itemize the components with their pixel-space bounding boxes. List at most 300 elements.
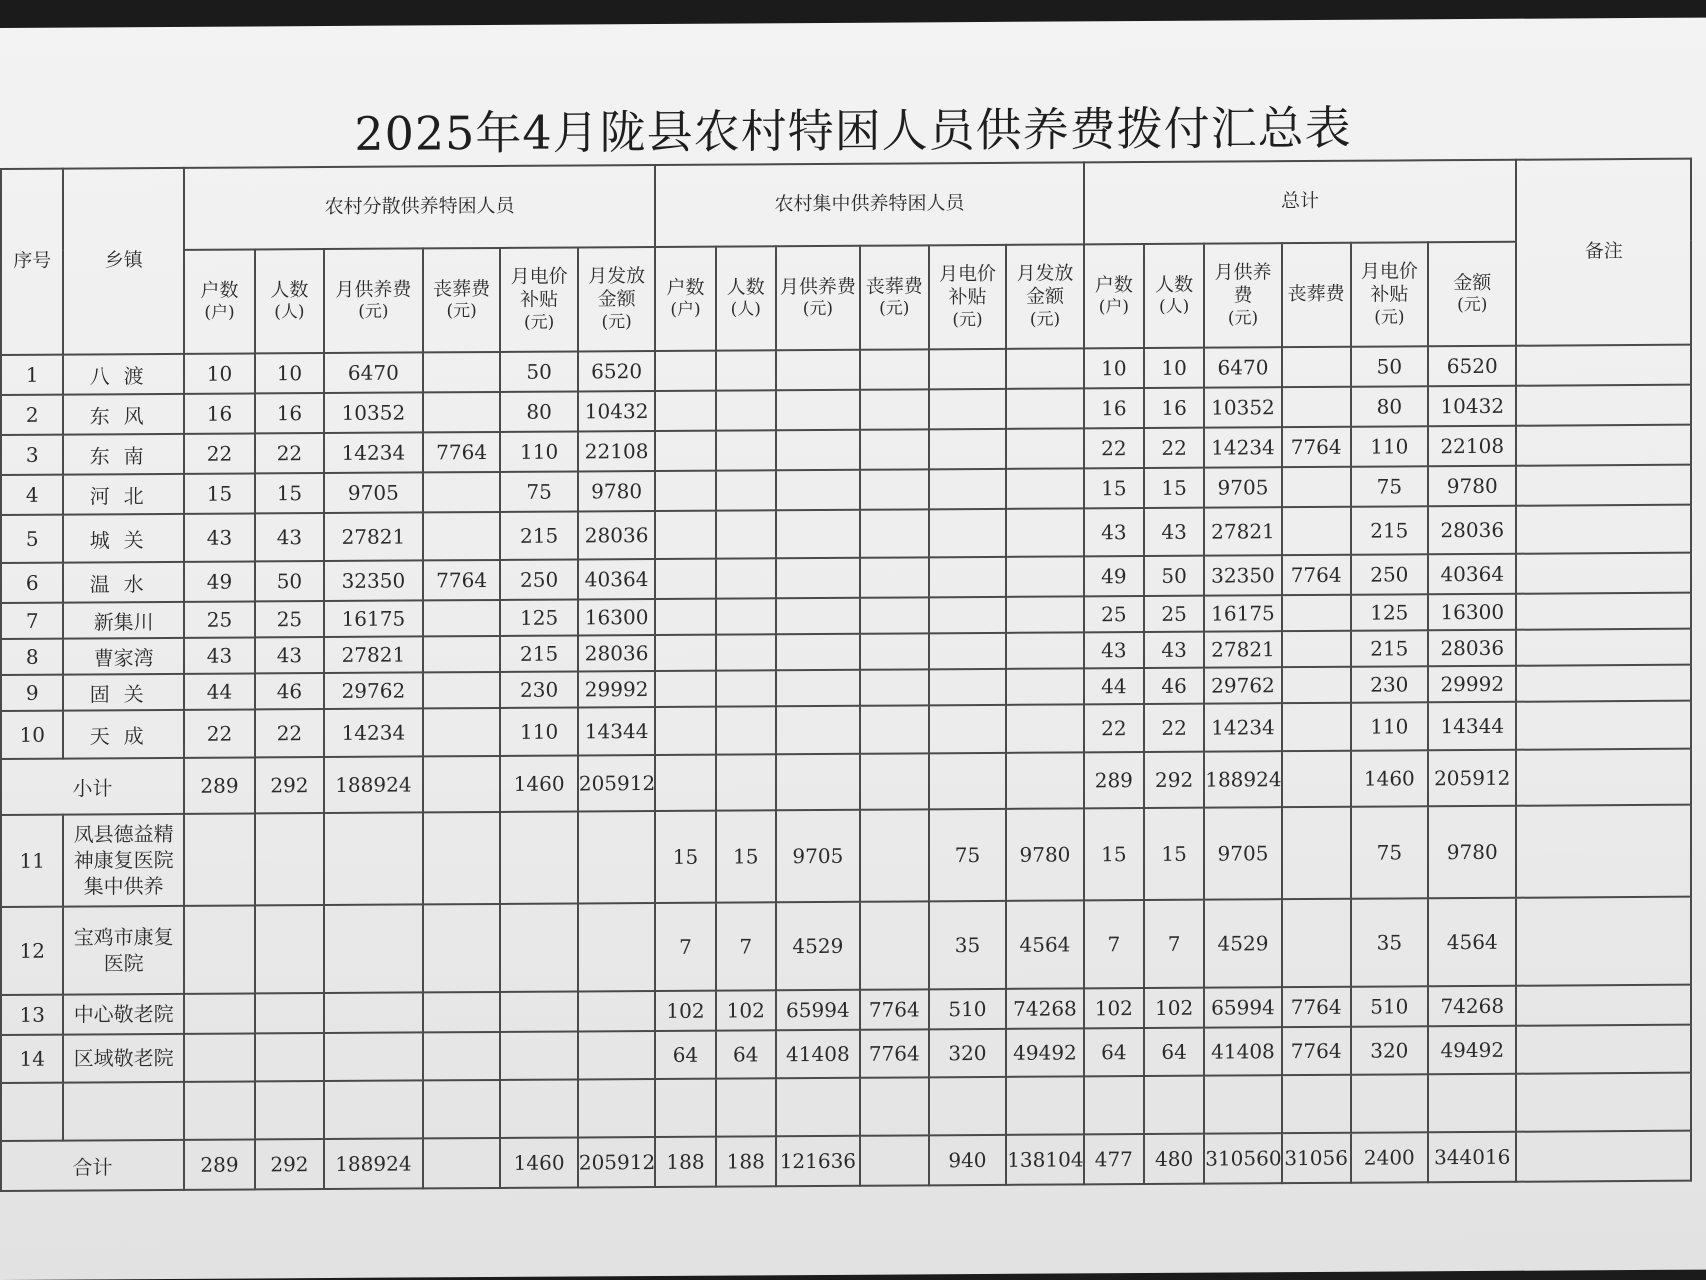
table-cell: 32350 [324,560,423,601]
table-cell [324,1032,423,1081]
table-cell: 10 [1084,348,1144,388]
table-cell [1006,596,1084,632]
table-cell: 28036 [578,511,656,559]
table-cell [776,430,860,471]
table-cell [423,708,500,756]
table-cell [423,672,500,708]
empty-cell [716,1078,776,1136]
table-cell [716,510,776,558]
empty-cell [1006,1076,1084,1134]
col-unit: (元) [879,298,910,319]
town-cell: 温水 [63,562,184,603]
remark-cell [1516,805,1691,898]
col-label: 月供养费 [779,275,856,298]
table-cell: 41408 [776,1030,860,1079]
table-cell: 110 [500,707,577,755]
table-cell: 46 [1144,668,1204,704]
empty-cell [63,1082,184,1141]
table-cell: 940 [929,1135,1006,1185]
table-cell [655,351,715,391]
remark-cell [1516,665,1691,702]
table-cell: 320 [929,1029,1006,1077]
col-unit: (元) [358,301,389,323]
table-cell [716,350,776,390]
table-cell: 49 [1084,556,1144,596]
table-cell [423,1032,500,1080]
table-cell: 9780 [1006,808,1084,900]
remark-cell [1516,701,1691,750]
empty-cell [860,1077,929,1135]
table-cell [860,389,929,429]
table-header [1,159,1691,355]
table-cell [860,597,929,633]
table-cell: 310560 [1204,1133,1281,1183]
table-cell: 1460 [1351,750,1428,806]
empty-cell [255,1081,324,1139]
dispersed-col-header [184,249,255,353]
table-cell [500,903,577,991]
table-cell [324,992,423,1033]
table-cell: 15 [255,473,324,513]
table-cell: 27821 [1204,631,1281,667]
seq-cell: 9 [1,675,63,711]
table-cell: 49492 [1428,1026,1516,1075]
table-cell: 10432 [578,391,656,431]
seq-cell: 3 [1,435,63,475]
table-cell [578,811,656,903]
table-cell [929,509,1006,557]
central-col-header [1006,244,1084,348]
table-cell: 4529 [776,902,860,991]
table-cell [1006,668,1084,704]
table-cell [423,636,500,672]
table-cell: 15 [655,811,715,903]
remark-cell [1516,553,1691,594]
seq-cell: 7 [1,603,63,639]
empty-cell [184,1081,255,1139]
table-cell [1282,507,1351,555]
table-cell [776,670,860,707]
table-cell: 344016 [1428,1132,1516,1183]
table-cell [1006,704,1084,752]
dispersed-col-header [578,247,656,351]
table-cell: 1460 [500,1137,577,1187]
table-cell: 1460 [500,755,577,811]
table-cell [929,469,1006,509]
table-cell: 188924 [324,756,423,813]
table-cell: 15 [716,810,776,902]
table-cell [184,993,255,1033]
seq-cell: 8 [1,639,63,675]
table-cell: 10 [184,353,255,393]
table-cell: 28036 [578,635,656,671]
table-cell [423,352,500,392]
table-cell: 10352 [1204,387,1281,427]
table-cell [255,1033,324,1081]
empty-cell [776,1078,860,1137]
col-unit: (户) [1098,297,1129,318]
table-cell [929,705,1006,753]
table-cell [1006,428,1084,468]
table-cell: 46 [255,673,324,709]
table-cell [255,813,324,905]
col-unit: (元) [446,301,477,322]
table-cell: 22108 [1428,426,1516,467]
table-cell: 16175 [324,600,423,637]
table-cell: 64 [716,1030,776,1078]
remark-cell [1516,385,1691,426]
table-cell [929,389,1006,429]
table-cell: 250 [500,559,577,599]
table-cell: 7764 [860,989,929,1029]
table-cell: 125 [1351,594,1428,630]
table-cell: 22 [184,433,255,473]
table-cell: 64 [1084,1028,1144,1076]
total-col-header [1428,242,1516,347]
town-cell: 中心敬老院 [63,994,184,1035]
table-cell [423,1138,500,1188]
table-cell [423,600,500,636]
dispersed-col-header [255,249,324,353]
table-cell: 320 [1351,1026,1428,1074]
table-cell [1282,703,1351,751]
table-cell [184,1033,255,1081]
group-total-header: 总计 [1084,160,1517,245]
empty-cell [655,1079,715,1137]
table-cell: 6470 [1204,347,1281,387]
table-cell: 25 [255,601,324,637]
seq-cell: 10 [1,711,63,759]
col-unit: (元) [952,310,983,331]
remark-cell [1516,985,1691,1026]
table-cell: 2400 [1351,1132,1428,1182]
table-cell [929,557,1006,597]
table-cell [716,670,776,706]
table-cell: 102 [1084,988,1144,1028]
table-cell: 65994 [776,990,860,1031]
col-unit: (人) [730,299,761,320]
dispersed-col-header [423,248,500,352]
table-cell: 110 [1351,426,1428,466]
remark-cell [1516,425,1691,466]
empty-cell [1084,1076,1144,1134]
table-cell: 7 [716,902,776,990]
table-cell: 10352 [324,392,423,433]
table-cell [655,599,715,635]
table-cell [423,392,500,432]
table-cell: 215 [500,635,577,671]
table-cell [860,705,929,753]
table-cell: 22 [1084,428,1144,468]
table-cell: 40364 [1428,554,1516,595]
table-cell: 9780 [578,471,656,511]
table-cell [184,905,255,993]
table-cell [929,349,1006,389]
table-cell: 7764 [423,432,500,472]
table-cell: 25 [1144,596,1204,632]
table-cell: 205912 [1428,750,1516,807]
table-cell: 22 [184,709,255,757]
table-cell [655,431,715,471]
central-col-header [929,245,1006,349]
table-cell: 43 [1084,508,1144,556]
table-cell [500,1031,577,1079]
table-cell [500,811,577,903]
remark-cell [1516,465,1691,506]
table-cell: 7 [1144,900,1204,988]
col-label: 金额 [1453,271,1492,294]
table-cell [1282,631,1351,667]
table-cell [1282,807,1351,899]
table-cell: 27821 [324,512,423,561]
table-cell: 138104 [1006,1134,1084,1184]
remark-cell [1516,897,1691,986]
table-cell [423,992,500,1032]
total-col-header [1084,244,1144,348]
table-cell: 121636 [776,1136,860,1187]
table-cell [860,557,929,597]
table-cell [929,429,1006,469]
blank-row [1,1073,1691,1141]
col-label: 人数 [270,278,309,301]
col-label: 人数 [1155,273,1194,296]
table-cell [860,901,929,989]
table-cell [1282,667,1351,703]
town-cell: 曹家湾 [63,638,184,675]
table-cell [1282,347,1351,387]
seq-cell: 4 [1,475,63,515]
seq-cell: 1 [1,355,63,395]
table-cell [655,559,715,599]
table-cell: 14234 [1204,427,1281,467]
table-cell: 125 [500,599,577,635]
col-unit: (元) [523,312,555,333]
table-cell: 205912 [578,755,656,811]
central-col-header [860,245,929,349]
subtotal-row [1,749,1691,815]
table-cell: 7 [1084,900,1144,988]
dispersed-col-header [324,248,423,353]
empty-cell [578,1079,656,1137]
total-col-header [1204,243,1281,347]
remark-cell [1516,1131,1691,1182]
table-cell: 250 [1351,554,1428,594]
remark-cell [1516,505,1691,554]
table-cell: 25 [1084,596,1144,632]
col-unit: (元) [601,312,632,333]
table-cell: 9705 [324,472,423,513]
seq-cell: 2 [1,395,63,435]
table-cell [578,1031,656,1079]
table-cell: 43 [1144,632,1204,668]
table-cell: 22 [255,709,324,757]
empty-cell [1516,1073,1691,1132]
total-col-header [1144,244,1204,348]
town-cell: 城关 [63,514,184,563]
table-cell [1282,751,1351,807]
empty-cell [1351,1074,1428,1132]
seq-header: 序号 [1,169,63,355]
table-cell: 44 [1084,668,1144,704]
table-cell: 188924 [1204,751,1281,807]
table-cell: 6520 [1428,346,1516,387]
table-cell: 6470 [324,352,423,393]
table-cell [255,905,324,993]
table-cell: 14234 [1204,703,1281,751]
empty-cell [500,1079,577,1137]
subtotal-label: 小计 [1,758,184,815]
table-cell [716,706,776,754]
empty-cell [1204,1075,1281,1133]
table-cell [1282,387,1351,427]
table-cell [655,707,715,755]
table-cell [423,472,500,512]
table-cell [423,756,500,812]
remark-header: 备注 [1516,159,1691,346]
table-cell: 80 [1351,386,1428,426]
town-cell: 固关 [63,674,184,711]
table-cell: 31056 [1282,1133,1351,1183]
town-cell: 河北 [63,474,184,515]
table-cell [324,812,423,905]
table-cell: 110 [1351,702,1428,750]
table-cell [1006,508,1084,556]
table-cell: 7764 [1282,427,1351,467]
table-cell: 75 [1351,466,1428,506]
group-dispersed-header: 农村分散供养特困人员 [184,165,655,250]
table-cell: 215 [1351,506,1428,554]
table-cell: 7764 [860,1029,929,1077]
table-cell [860,809,929,901]
table-cell: 7764 [423,560,500,600]
table-cell: 32350 [1204,555,1281,595]
col-unit: (人) [274,302,305,323]
table-cell: 22108 [578,431,656,471]
table-cell [1282,899,1351,987]
table-cell: 35 [929,901,1006,989]
table-cell: 102 [1144,988,1204,1028]
table-cell: 16 [1084,388,1144,428]
table-cell: 292 [255,1139,324,1189]
table-cell [423,512,500,560]
col-label: 月发放金额 [588,264,646,311]
table-cell: 27821 [1204,507,1281,555]
table-cell: 43 [1144,508,1204,556]
town-cell: 区域敬老院 [63,1034,184,1083]
town-cell: 凤县德益精神康复医院集中供养 [63,814,184,907]
col-unit: (元) [1374,307,1405,328]
table-cell: 4564 [1428,898,1516,987]
table-cell: 292 [1144,752,1204,808]
table-cell: 41408 [1204,1027,1281,1075]
col-label: 丧葬费 [865,274,923,298]
table-cell: 10432 [1428,386,1516,427]
table-cell: 289 [1084,752,1144,808]
table-cell [1006,752,1084,808]
table-cell [655,635,715,671]
seq-cell: 11 [1,815,63,907]
total-row [1,1131,1691,1191]
table-cell: 4564 [1006,900,1084,988]
table-cell [716,558,776,598]
table-cell: 35 [1351,898,1428,986]
table-cell: 75 [929,809,1006,901]
table-cell: 75 [500,471,577,511]
table-cell [655,755,715,811]
table-cell: 16 [184,393,255,433]
empty-cell [324,1080,423,1139]
table-cell: 40364 [578,559,656,599]
table-cell: 9780 [1428,466,1516,507]
table-cell: 74268 [1006,988,1084,1028]
table-cell [655,391,715,431]
table-cell: 14234 [324,708,423,757]
col-unit: (元) [1227,308,1259,329]
table-cell [860,669,929,705]
col-label: 月电价补贴 [938,262,996,309]
col-label: 月供养费 [335,277,412,301]
town-cell: 宝鸡市康复医院 [63,906,184,995]
table-cell: 15 [1144,808,1204,900]
col-unit: (元) [1029,309,1061,330]
remark-cell [1516,593,1691,630]
seq-cell: 13 [1,995,63,1035]
table-cell [1006,348,1084,388]
table-cell [929,633,1006,669]
table-cell: 64 [655,1031,715,1079]
table-cell: 7 [655,903,715,991]
central-col-header [655,247,715,351]
table-cell: 22 [255,433,324,473]
table-cell [1006,388,1084,428]
empty-cell [1144,1076,1204,1134]
table-cell: 43 [255,637,324,673]
col-label: 月供养费 [1214,260,1272,307]
table-cell [1006,468,1084,508]
dispersed-col-header [500,247,577,351]
table-cell [716,754,776,810]
town-header: 乡镇 [63,168,184,355]
table-cell: 215 [500,511,577,559]
table-cell: 43 [255,513,324,561]
col-unit: (元) [1457,295,1488,316]
empty-cell [1,1083,63,1141]
col-label: 丧葬费 [1287,282,1345,306]
table-cell: 16300 [1428,594,1516,631]
table-cell: 43 [184,637,255,673]
table-cell [716,430,776,470]
table-cell: 215 [1351,630,1428,666]
col-label: 月电价补贴 [1360,259,1418,307]
table-cell: 188 [655,1137,715,1187]
town-cell: 东风 [63,394,184,435]
table-cell: 14344 [1428,702,1516,751]
seq-cell: 12 [1,907,63,995]
table-cell: 9705 [776,810,860,903]
table-cell: 22 [1144,428,1204,468]
table-cell: 50 [1351,346,1428,386]
table-cell: 50 [500,351,577,391]
town-cell: 新集川 [63,602,184,639]
total-col-header [1351,242,1428,346]
table-cell [655,471,715,511]
table-cell [776,390,860,431]
table-cell: 80 [500,391,577,431]
table-cell [860,1135,929,1185]
table-cell: 27821 [324,636,423,673]
table-cell: 4529 [1204,899,1281,987]
table-cell [776,754,860,811]
